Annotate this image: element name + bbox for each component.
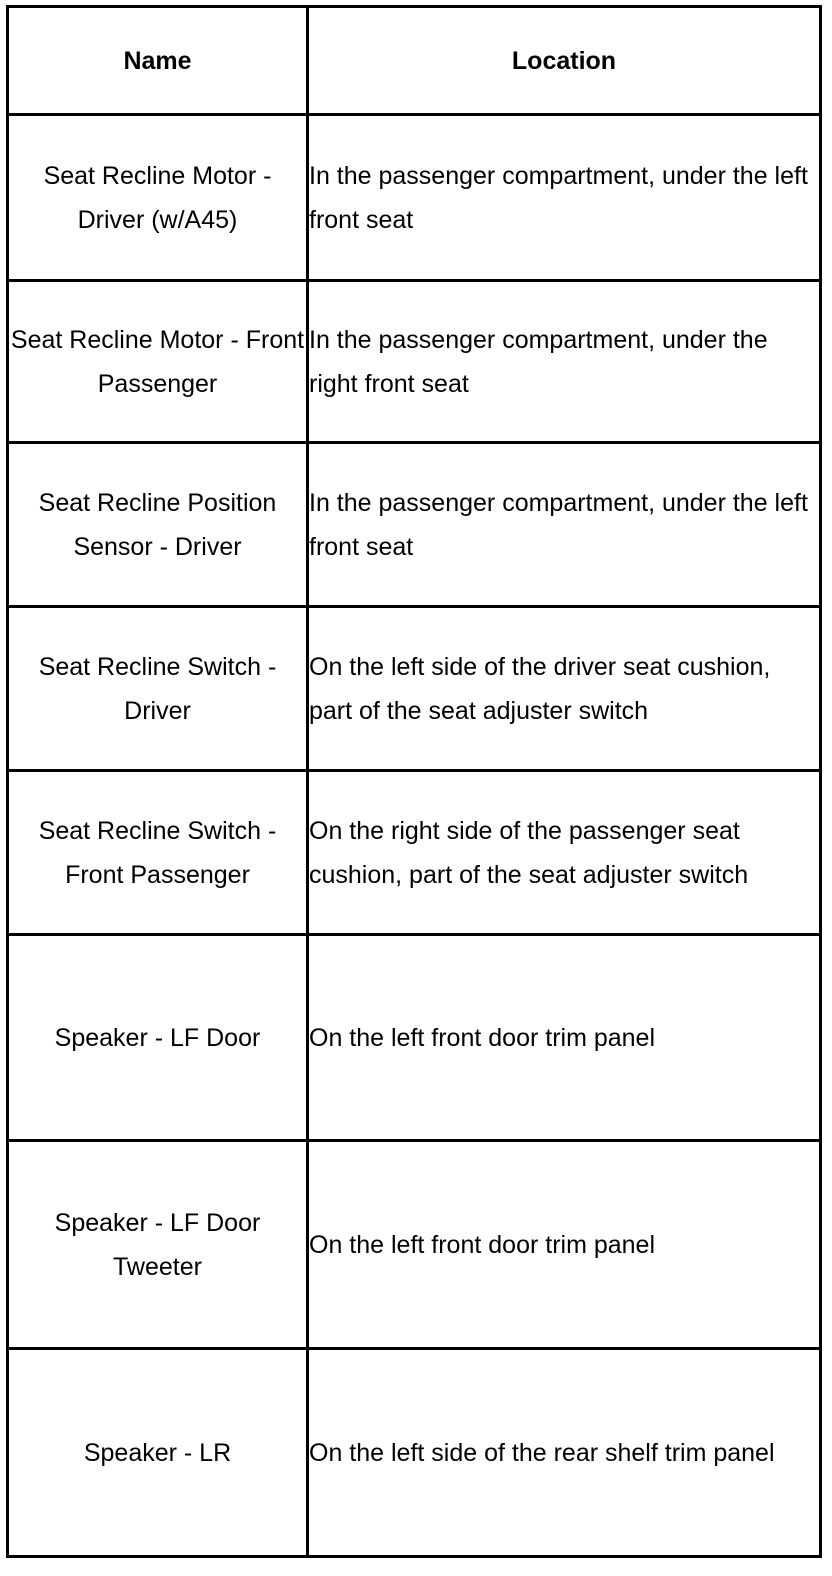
table-row [8, 935, 821, 1141]
header-location: Location [308, 7, 821, 115]
cell-name: Seat Recline Motor - Driver (w/A45) [8, 115, 308, 281]
cell-location: In the passenger compartment, under the left front seat [308, 443, 821, 607]
cell-name: Speaker - LF Door Tweeter [8, 1141, 308, 1349]
cell-name: Seat Recline Motor - Front Passenger [8, 281, 308, 443]
cell-location: In the passenger compartment, under the left front seat [308, 115, 821, 281]
cell-location: On the left front door trim panel [308, 1141, 821, 1349]
cell-name: Speaker - LR [8, 1349, 308, 1557]
table-row [8, 443, 821, 607]
table-row [8, 281, 821, 443]
cell-location: On the right side of the passenger seat cushion, part of the seat adjuster switch [308, 771, 821, 935]
cell-name: Seat Recline Position Sensor - Driver [8, 443, 308, 607]
table-row [8, 1141, 821, 1349]
component-location-table [6, 5, 822, 1558]
table-header-row [8, 7, 821, 115]
cell-location: On the left side of the driver seat cushion, part of the seat adjuster switch [308, 607, 821, 771]
table-row [8, 115, 821, 281]
cell-name: Seat Recline Switch - Driver [8, 607, 308, 771]
cell-location: In the passenger compartment, under the right front seat [308, 281, 821, 443]
cell-location: On the left side of the rear shelf trim panel [308, 1349, 821, 1557]
table-row [8, 607, 821, 771]
cell-location: On the left front door trim panel [308, 935, 821, 1141]
cell-name: Speaker - LF Door [8, 935, 308, 1141]
cell-name: Seat Recline Switch - Front Passenger [8, 771, 308, 935]
table-row [8, 771, 821, 935]
header-name: Name [8, 7, 308, 115]
table-row [8, 1349, 821, 1557]
